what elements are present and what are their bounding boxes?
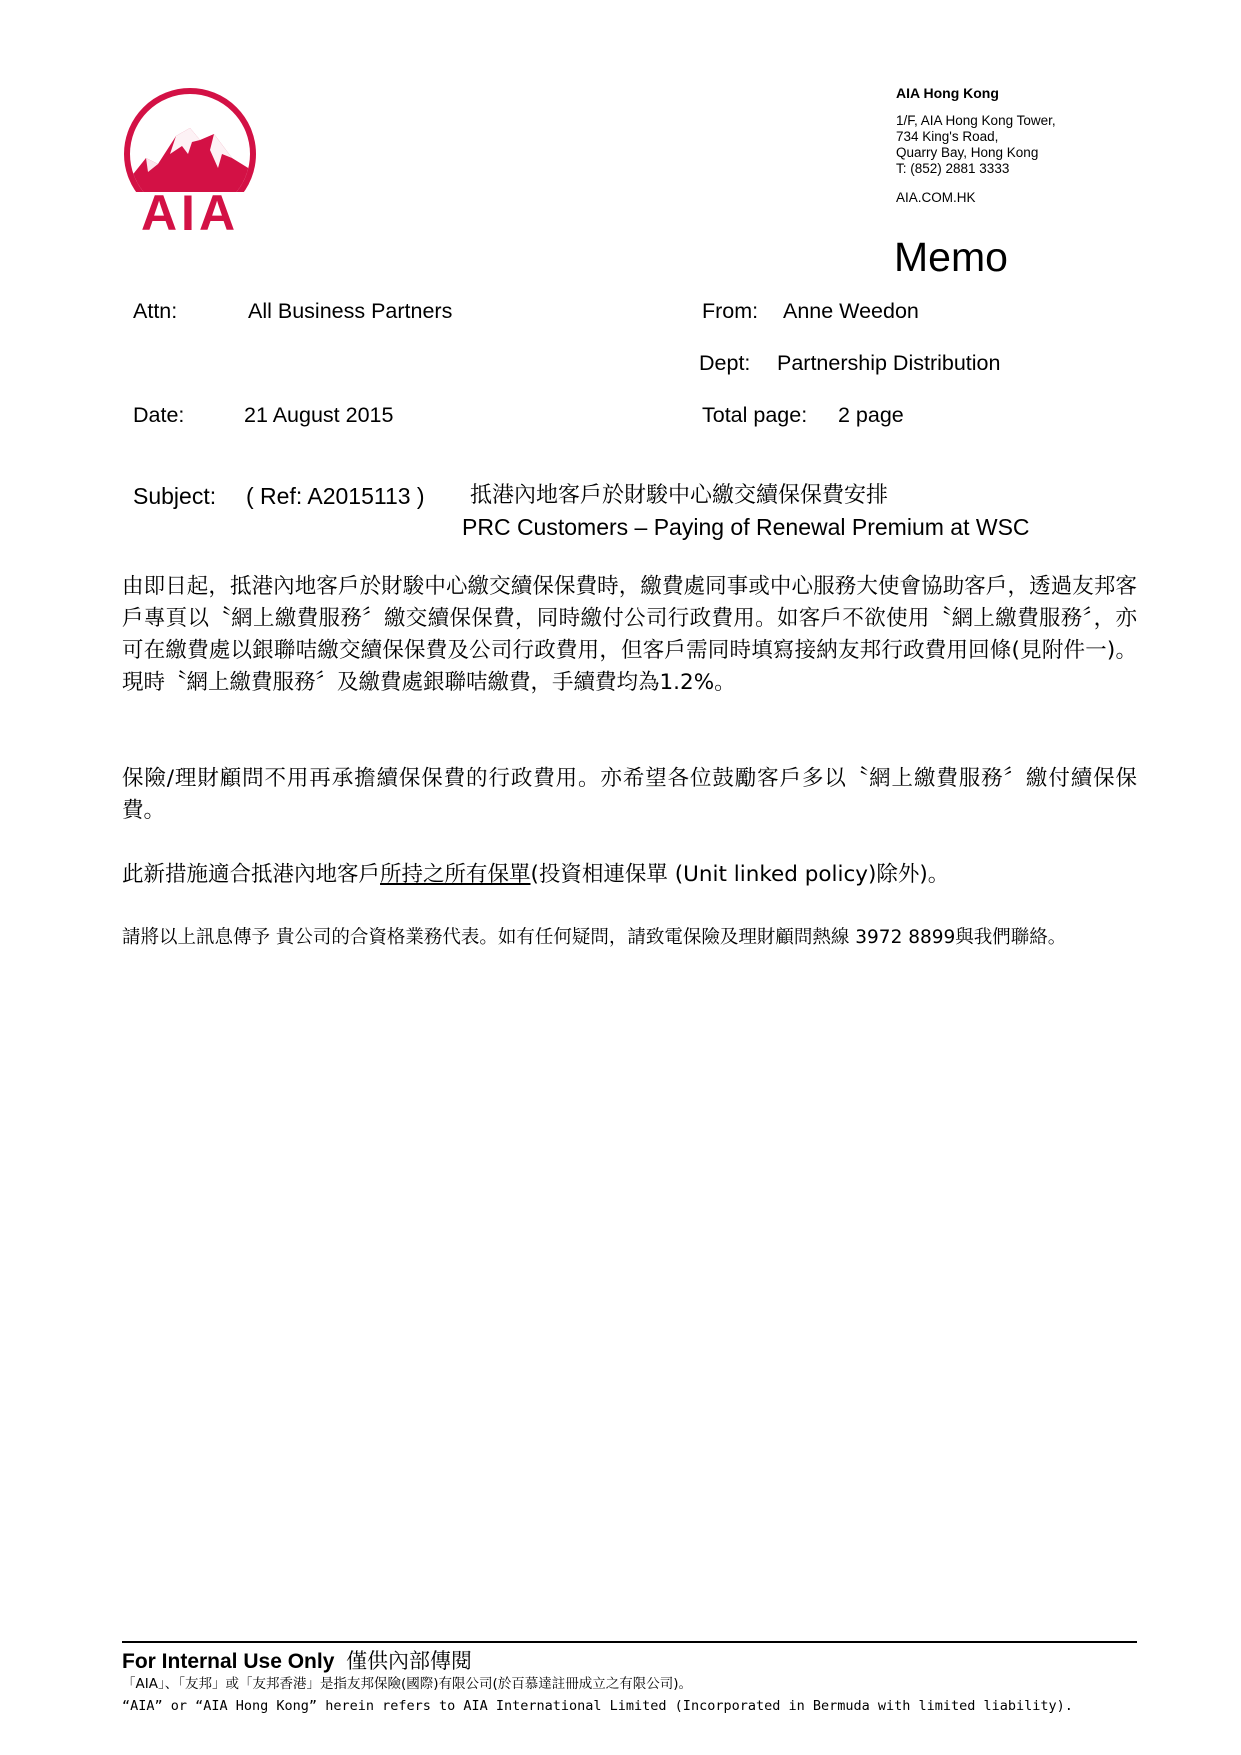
para3-underlined-text: 所持之所有保單: [380, 862, 531, 887]
footer-title-en: For Internal Use Only: [122, 1650, 335, 1673]
attn-label: Attn:: [133, 299, 178, 323]
total-page-label: Total page:: [702, 403, 808, 427]
aia-logo: [118, 88, 262, 238]
address-line: 734 King's Road,: [896, 129, 999, 144]
address-line: 1/F, AIA Hong Kong Tower,: [896, 113, 1056, 128]
logo-wordmark: AIA: [140, 185, 240, 238]
date-value: 21 August 2015: [244, 403, 394, 427]
from-value: Anne Weedon: [783, 299, 919, 323]
footer-title: [122, 1647, 472, 1676]
subject-ref: ( Ref: A2015113 ): [246, 483, 425, 509]
subject-title-en: PRC Customers – Paying of Renewal Premium at WSC: [462, 514, 1030, 540]
para3-text: 此新措施適合抵港內地客戶: [122, 862, 381, 887]
body-paragraph-1: 由即日起，抵港內地客戶於財駿中心繳交續保保費時，繳費處同事或中心服務大使會協助客戶，透過友邦客戶專頁以〝網上繳費服務〞繳交續保保費，同時繳付公司行政費用。如客戶不欲使用〝網上繳費服務〞，亦可在繳費處以銀聯咭繳交續保保費及公司行政費用，但客戶需同時填寫接納友邦行政費用回條(見附件一)。現時〝網上繳費服務〞及繳費處銀聯咭繳費，手續費均為1.2%。: [122, 574, 1137, 695]
attn-value: All Business Partners: [248, 299, 453, 323]
subject-title-zh: 抵港內地客戶於財駿中心繳交續保保費安排: [470, 483, 889, 508]
dept-label: Dept:: [699, 351, 751, 375]
company-address: [896, 113, 1216, 177]
aia-logo-icon: [118, 88, 262, 238]
footer-note-en: “AIA” or “AIA Hong Kong” herein refers to AIA International Limited (Incorporated in Bermuda with limited liability).: [122, 1698, 1073, 1714]
phone-line: T: (852) 2881 3333: [896, 161, 1010, 176]
date-label: Date:: [133, 403, 185, 427]
footer-note-zh: 「AIA」、「友邦」或「友邦香港」是指友邦保險(國際)有限公司(於百慕達註冊成立之有限公司)。: [122, 1676, 693, 1692]
address-line: Quarry Bay, Hong Kong: [896, 145, 1039, 160]
company-name: AIA Hong Kong: [896, 85, 999, 101]
footer-divider: [122, 1641, 1137, 1643]
footer-title-zh: 僅供內部傳閱: [346, 1649, 473, 1673]
body-paragraph-4: 請將以上訊息傳予 貴公司的合資格業務代表。如有任何疑問，請致電保險及理財顧問熱線 3972 8899與我們聯絡。: [122, 927, 1067, 948]
company-website[interactable]: AIA.COM.HK: [896, 190, 976, 205]
subject-label: Subject:: [133, 483, 217, 509]
body-paragraph-2: 保險/理財顧問不用再承擔續保保費的行政費用。亦希望各位鼓勵客戶多以〝網上繳費服務〞繳付續保保費。: [122, 766, 1137, 823]
body-paragraph-3: [122, 859, 1137, 891]
dept-value: Partnership Distribution: [777, 351, 1001, 375]
company-info: [896, 84, 1216, 205]
from-label: From:: [702, 299, 759, 323]
para3-text-end: (投資相連保單 (Unit linked policy)除外)。: [530, 862, 950, 887]
memo-title: Memo: [894, 234, 1008, 280]
total-page-value: 2 page: [838, 403, 904, 427]
